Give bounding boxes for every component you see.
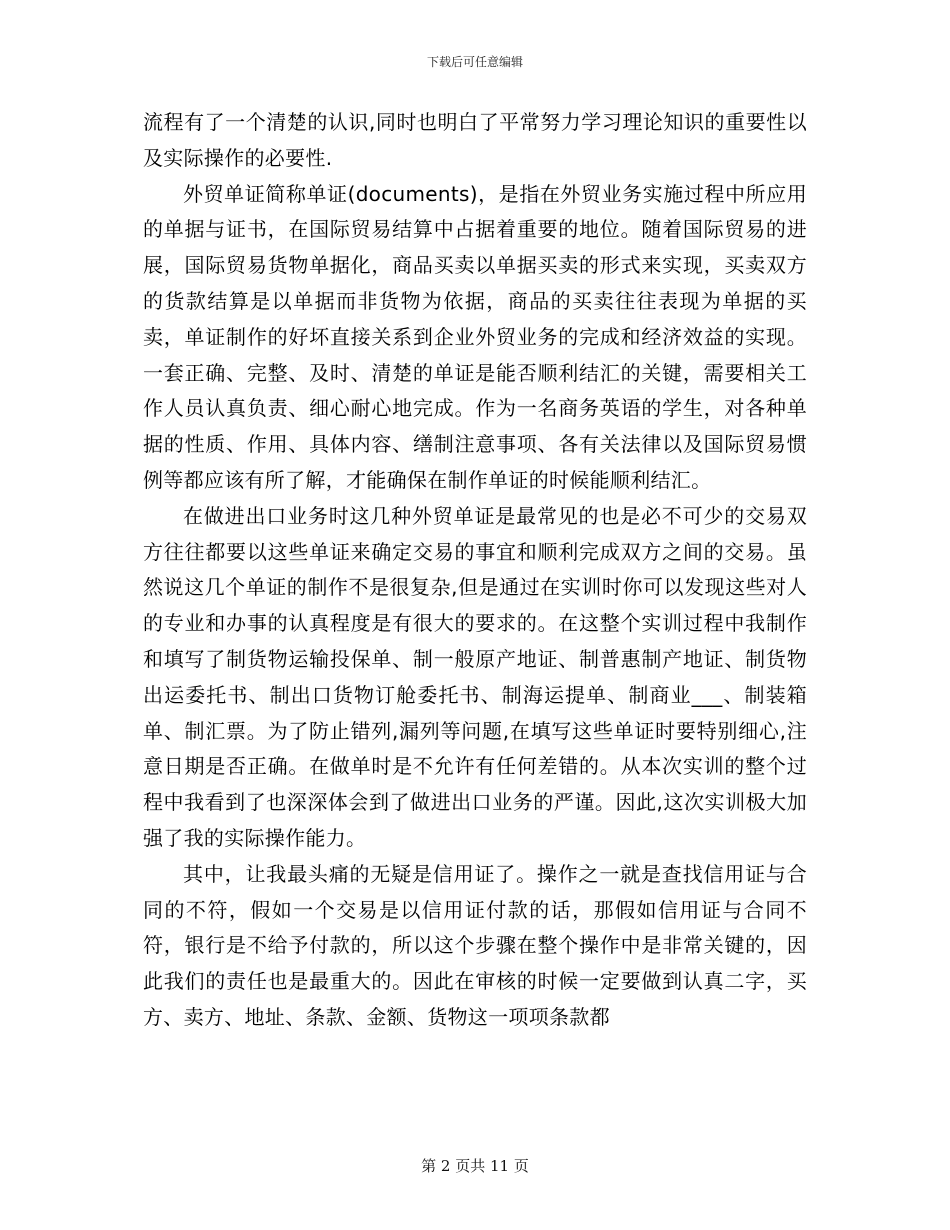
paragraph-continuation: 流程有了一个清楚的认识,同时也明白了平常努力学习理论知识的重要性以及实际操作的必要性. xyxy=(143,110,807,170)
paragraph-training-process: 在做进出口业务时这几种外贸单证是最常见的也是必不可少的交易双方往往都要以这些单证来确定交易的事宜和顺利完成双方之间的交易。虽然说这几个单证的制作不是很复杂,但是通过在实训时你可以发现这些对人的专业和办事的认真程度是有很大的要求的。在这整个实训过程中我制作和填写了制货物运输投保单、制一般原产地证、制普惠制产地证、制货物出运委托书、制出口货物订舱委托书、制海运提单、制商业___、制装箱单、制汇票。为了防止错列,漏列等问题,在填写这些单证时要特别细心,注意日期是否正确。在做单时是不允许有任何差错的。从本次实训的整个过程中我看到了也深深体会到了做进出口业务的严谨。因此,这次实训极大加强了我的实际操作能力。 xyxy=(143,503,807,850)
page-number: 第 2 页共 11 页 xyxy=(421,1157,529,1175)
paragraph-letter-of-credit: 其中，让我最头痛的无疑是信用证了。操作之一就是查找信用证与合同的不符，假如一个交易是以信用证付款的话，那假如信用证与合同不符，银行是不给予付款的，所以这个步骤在整个操作中是非常关键的，因此我们的责任也是最重大的。因此在审核的时候一定要做到认真二字，买方、卖方、地址、条款、金额、货物这一项项条款都 xyxy=(143,861,807,1029)
paragraph-documents-intro: 外贸单证简称单证(documents)，是指在外贸业务实施过程中所应用的单据与证书，在国际贸易结算中占据着重要的地位。随着国际贸易的进展，国际贸易货物单据化，商品买卖以单据买卖的形式来实现，买卖双方的货款结算是以单据而非货物为依据，商品的买卖往往表现为单据的买卖，单证制作的好坏直接关系到企业外贸业务的完成和经济效益的实现。一套正确、完整、及时、清楚的单证是能否顺利结汇的关键，需要相关工作人员认真负责、细心耐心地完成。作为一名商务英语的学生，对各种单据的性质、作用、具体内容、缮制注意事项、各有关法律以及国际贸易惯例等都应该有所了解，才能确保在制作单证的时候能顺利结汇。 xyxy=(143,181,807,492)
page-header: 下载后可任意编辑 xyxy=(426,55,523,69)
document-body xyxy=(143,105,807,1036)
